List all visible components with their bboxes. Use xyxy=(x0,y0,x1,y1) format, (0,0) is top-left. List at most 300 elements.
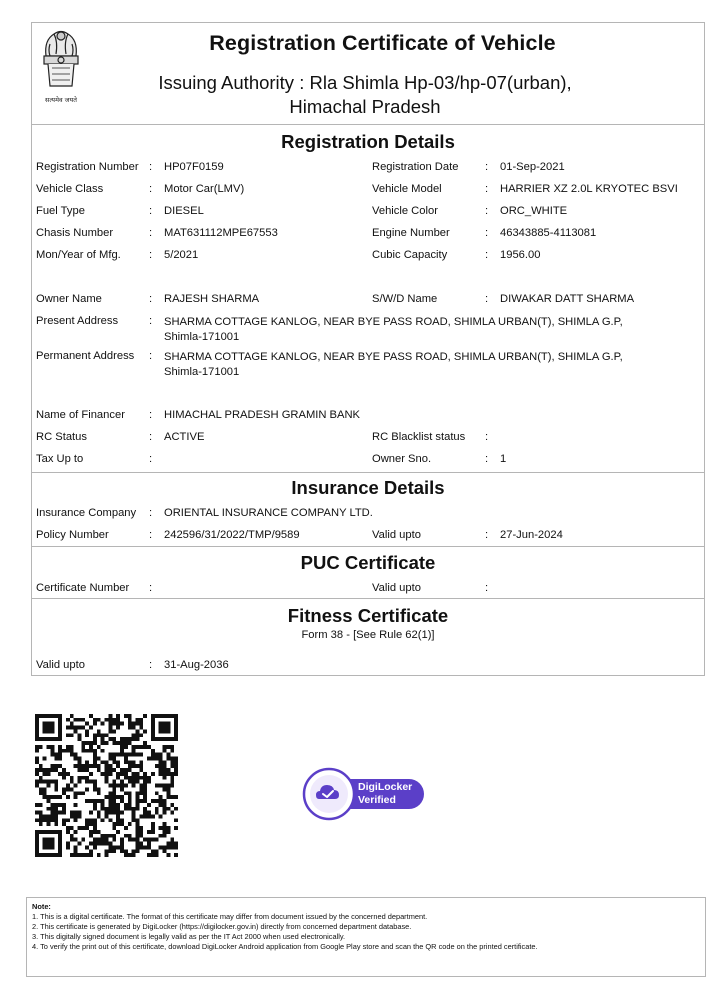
qr-module xyxy=(93,799,97,803)
qr-module xyxy=(174,760,178,764)
divider xyxy=(31,598,705,599)
qr-module xyxy=(39,776,43,780)
qr-module xyxy=(89,726,93,730)
qr-module xyxy=(128,726,132,730)
qr-module xyxy=(135,822,139,826)
qr-module xyxy=(50,745,54,749)
qr-module xyxy=(81,726,85,730)
qr-module xyxy=(35,768,39,772)
qr-module xyxy=(135,745,139,749)
qr-module xyxy=(85,787,89,791)
owner-name-label: Owner Name xyxy=(36,293,102,305)
registration-number-value: HP07F0159 xyxy=(164,161,224,173)
qr-module xyxy=(135,795,139,799)
qr-module xyxy=(116,818,120,822)
qr-module xyxy=(108,722,112,726)
qr-module xyxy=(39,818,43,822)
qr-module xyxy=(89,849,93,853)
qr-module xyxy=(74,830,78,834)
qr-module xyxy=(112,849,116,853)
qr-module xyxy=(143,799,147,803)
permanent-address-line2: Shimla-171001 xyxy=(164,365,240,378)
qr-module xyxy=(89,830,93,834)
qr-module xyxy=(101,737,105,741)
qr-module xyxy=(112,741,116,745)
qr-module xyxy=(128,838,132,842)
qr-module xyxy=(163,830,167,834)
qr-module xyxy=(93,733,97,737)
qr-module xyxy=(105,718,109,722)
qr-module xyxy=(89,745,93,749)
qr-module xyxy=(116,807,120,811)
ashoka-emblem-icon xyxy=(36,26,86,108)
qr-module xyxy=(143,745,147,749)
qr-module xyxy=(85,733,89,737)
qr-module xyxy=(166,787,170,791)
fitness-section-title: Fitness Certificate xyxy=(287,605,449,626)
colon: : xyxy=(485,529,489,541)
qr-module xyxy=(124,714,128,718)
qr-module xyxy=(108,753,112,757)
qr-module xyxy=(66,726,70,730)
qr-module xyxy=(147,745,151,749)
qr-module xyxy=(74,845,78,849)
swd-name-label: S/W/D Name xyxy=(372,293,438,305)
present-address-label: Present Address xyxy=(36,315,119,327)
qr-module xyxy=(132,784,136,788)
qr-module xyxy=(135,791,139,795)
qr-module xyxy=(50,753,54,757)
qr-module xyxy=(159,799,163,803)
qr-module xyxy=(155,757,159,761)
qr-module xyxy=(105,838,109,842)
qr-module xyxy=(174,764,178,768)
qr-module xyxy=(105,764,109,768)
qr-module xyxy=(97,842,101,846)
qr-module xyxy=(85,760,89,764)
qr-module xyxy=(54,780,58,784)
qr-module xyxy=(66,787,70,791)
qr-module xyxy=(159,814,163,818)
qr-module xyxy=(139,726,143,730)
qr-module xyxy=(43,757,47,761)
qr-module xyxy=(108,791,112,795)
qr-module xyxy=(120,787,124,791)
qr-module xyxy=(74,791,78,795)
qr-module xyxy=(74,784,78,788)
qr-module xyxy=(93,845,97,849)
qr-module xyxy=(116,803,120,807)
qr-module xyxy=(112,718,116,722)
qr-module xyxy=(97,729,101,733)
qr-module xyxy=(66,772,70,776)
qr-module xyxy=(70,838,74,842)
qr-module xyxy=(143,780,147,784)
qr-module xyxy=(62,787,66,791)
qr-module xyxy=(163,764,167,768)
qr-module xyxy=(120,822,124,826)
qr-module xyxy=(54,822,58,826)
qr-module xyxy=(93,803,97,807)
engine-number-value: 46343885-4113081 xyxy=(500,227,597,239)
qr-module xyxy=(58,803,62,807)
qr-module xyxy=(159,826,163,830)
qr-module xyxy=(112,760,116,764)
qr-module xyxy=(139,791,143,795)
qr-module xyxy=(128,714,132,718)
fuel-type-label: Fuel Type xyxy=(36,205,85,217)
qr-module xyxy=(50,768,54,772)
puc-valid-label: Valid upto xyxy=(372,582,421,594)
qr-module xyxy=(81,776,85,780)
qr-module xyxy=(159,834,163,838)
qr-module xyxy=(116,714,120,718)
qr-module xyxy=(143,787,147,791)
qr-module xyxy=(143,714,147,718)
qr-module xyxy=(35,760,39,764)
qr-module xyxy=(70,733,74,737)
qr-module xyxy=(163,803,167,807)
qr-module xyxy=(112,834,116,838)
qr-module xyxy=(128,737,132,741)
qr-module xyxy=(147,776,151,780)
qr-module xyxy=(108,737,112,741)
qr-module xyxy=(166,845,170,849)
qr-module xyxy=(47,772,51,776)
qr-module xyxy=(128,791,132,795)
qr-module xyxy=(66,826,70,830)
qr-module xyxy=(112,838,116,842)
qr-module xyxy=(139,784,143,788)
qr-module xyxy=(132,753,136,757)
mfg-label: Mon/Year of Mfg. xyxy=(36,249,121,261)
qr-module xyxy=(128,803,132,807)
qr-module xyxy=(163,749,167,753)
qr-module xyxy=(93,757,97,761)
divider xyxy=(31,472,705,473)
qr-module xyxy=(120,772,124,776)
qr-module xyxy=(116,718,120,722)
qr-module xyxy=(143,772,147,776)
qr-module xyxy=(97,838,101,842)
qr-module xyxy=(147,757,151,761)
qr-module xyxy=(50,814,54,818)
colon: : xyxy=(149,582,153,594)
qr-module xyxy=(159,768,163,772)
qr-module xyxy=(101,838,105,842)
qr-module xyxy=(78,814,82,818)
qr-module xyxy=(58,757,62,761)
qr-module xyxy=(97,733,101,737)
qr-module xyxy=(66,718,70,722)
qr-module xyxy=(93,787,97,791)
qr-module xyxy=(112,807,116,811)
qr-module xyxy=(174,807,178,811)
qr-module xyxy=(112,729,116,733)
qr-module xyxy=(105,849,109,853)
qr-module xyxy=(170,757,174,761)
qr-module xyxy=(66,842,70,846)
qr-module xyxy=(70,714,74,718)
qr-module xyxy=(163,776,167,780)
qr-module xyxy=(66,784,70,788)
qr-module xyxy=(105,842,109,846)
qr-module xyxy=(78,780,82,784)
qr-module xyxy=(116,753,120,757)
qr-module xyxy=(135,776,139,780)
qr-module xyxy=(128,780,132,784)
registration-section-title: Registration Details xyxy=(281,131,455,152)
qr-module xyxy=(93,842,97,846)
qr-module xyxy=(163,768,167,772)
qr-module xyxy=(147,842,151,846)
qr-module xyxy=(81,718,85,722)
qr-module xyxy=(54,811,58,815)
qr-module xyxy=(124,741,128,745)
qr-module xyxy=(132,776,136,780)
qr-module xyxy=(128,741,132,745)
insurance-company-value: ORIENTAL INSURANCE COMPANY LTD. xyxy=(164,507,373,519)
qr-module xyxy=(58,772,62,776)
qr-module xyxy=(124,849,128,853)
qr-module xyxy=(166,853,170,857)
qr-module xyxy=(163,787,167,791)
qr-module xyxy=(143,838,147,842)
qr-module xyxy=(105,772,109,776)
qr-module xyxy=(124,737,128,741)
qr-module xyxy=(78,733,82,737)
colon: : xyxy=(485,205,489,217)
qr-module xyxy=(97,814,101,818)
qr-module xyxy=(128,753,132,757)
qr-module xyxy=(135,737,139,741)
qr-module xyxy=(116,741,120,745)
qr-module xyxy=(112,799,116,803)
qr-module xyxy=(70,776,74,780)
qr-module xyxy=(174,842,178,846)
qr-module xyxy=(170,842,174,846)
qr-module xyxy=(89,834,93,838)
qr-module xyxy=(66,749,70,753)
qr-module xyxy=(47,780,51,784)
qr-module xyxy=(120,799,124,803)
qr-module xyxy=(124,772,128,776)
qr-module xyxy=(139,768,143,772)
qr-module xyxy=(105,853,109,857)
qr-module xyxy=(163,807,167,811)
cubic-capacity-label: Cubic Capacity xyxy=(372,249,448,261)
qr-module xyxy=(74,849,78,853)
qr-module xyxy=(139,845,143,849)
qr-module xyxy=(170,795,174,799)
qr-module xyxy=(132,737,136,741)
qr-module xyxy=(66,830,70,834)
qr-module xyxy=(124,776,128,780)
qr-module xyxy=(116,764,120,768)
qr-module xyxy=(78,776,82,780)
qr-module xyxy=(108,726,112,730)
qr-module xyxy=(128,853,132,857)
qr-module xyxy=(93,780,97,784)
qr-module xyxy=(174,768,178,772)
permanent-address-label: Permanent Address xyxy=(36,350,135,362)
present-address-line1: SHARMA COTTAGE KANLOG, NEAR BYE PASS ROAD, SHIMLA URBAN(T), SHIMLA G.P, xyxy=(164,316,623,328)
qr-module xyxy=(97,764,101,768)
qr-module xyxy=(93,741,97,745)
qr-module xyxy=(85,826,89,830)
mfg-value: 5/2021 xyxy=(164,249,199,261)
qr-module xyxy=(97,768,101,772)
qr-module xyxy=(78,757,82,761)
certificate-frame xyxy=(31,22,705,676)
qr-module xyxy=(163,845,167,849)
qr-module xyxy=(163,745,167,749)
qr-module xyxy=(85,768,89,772)
qr-module xyxy=(39,803,43,807)
qr-module xyxy=(70,753,74,757)
qr-module xyxy=(132,772,136,776)
qr-module xyxy=(50,780,54,784)
qr-module xyxy=(43,795,47,799)
qr-module xyxy=(85,722,89,726)
qr-module xyxy=(174,818,178,822)
badge-text xyxy=(358,781,412,807)
registration-number-label: Registration Number xyxy=(36,161,139,173)
qr-module xyxy=(108,784,112,788)
qr-module xyxy=(35,811,39,815)
colon: : xyxy=(485,161,489,173)
qr-module xyxy=(74,838,78,842)
qr-module xyxy=(62,749,66,753)
qr-module xyxy=(81,826,85,830)
colon: : xyxy=(149,529,153,541)
qr-module xyxy=(174,845,178,849)
qr-module xyxy=(74,729,78,733)
puc-certificate-label: Certificate Number xyxy=(36,582,130,594)
qr-module xyxy=(135,838,139,842)
permanent-address-line1: SHARMA COTTAGE KANLOG, NEAR BYE PASS ROAD, SHIMLA URBAN(T), SHIMLA G.P, xyxy=(164,351,623,363)
qr-module xyxy=(50,803,54,807)
qr-module xyxy=(81,745,85,749)
qr-module xyxy=(143,776,147,780)
colon: : xyxy=(149,409,153,421)
present-address-value xyxy=(164,315,664,344)
qr-module xyxy=(108,764,112,768)
qr-module xyxy=(159,760,163,764)
qr-module xyxy=(139,826,143,830)
qr-module xyxy=(143,795,147,799)
qr-module xyxy=(43,787,47,791)
qr-module xyxy=(151,849,155,853)
qr-module xyxy=(105,741,109,745)
qr-module xyxy=(112,737,116,741)
qr-module xyxy=(147,845,151,849)
owner-name-value: RAJESH SHARMA xyxy=(164,293,260,305)
qr-module xyxy=(62,818,66,822)
qr-module xyxy=(85,749,89,753)
colon: : xyxy=(485,293,489,305)
qr-module xyxy=(74,818,78,822)
policy-number-value: 242596/31/2022/TMP/9589 xyxy=(164,529,300,541)
qr-module xyxy=(143,784,147,788)
qr-module xyxy=(147,830,151,834)
qr-module xyxy=(105,795,109,799)
qr-module xyxy=(74,814,78,818)
vehicle-class-value: Motor Car(LMV) xyxy=(164,183,245,195)
rc-status-label: RC Status xyxy=(36,431,87,443)
qr-module xyxy=(116,811,120,815)
qr-module xyxy=(128,834,132,838)
qr-module xyxy=(89,799,93,803)
qr-module xyxy=(89,853,93,857)
present-address-line2: Shimla-171001 xyxy=(164,330,240,343)
qr-module xyxy=(135,807,139,811)
qr-module xyxy=(81,749,85,753)
qr-module xyxy=(174,772,178,776)
qr-module xyxy=(128,718,132,722)
qr-module xyxy=(132,764,136,768)
qr-module xyxy=(124,826,128,830)
qr-module xyxy=(139,830,143,834)
vehicle-model-value: HARRIER XZ 2.0L KRYOTEC BSVI xyxy=(500,183,678,195)
insurance-valid-label: Valid upto xyxy=(372,529,421,541)
qr-module xyxy=(89,764,93,768)
qr-module xyxy=(139,760,143,764)
notes-box xyxy=(26,897,706,977)
qr-module xyxy=(116,795,120,799)
fitness-valid-label: Valid upto xyxy=(36,659,85,671)
qr-module xyxy=(120,849,124,853)
qr-module xyxy=(108,772,112,776)
insurance-company-label: Insurance Company xyxy=(36,507,137,519)
qr-module xyxy=(85,729,89,733)
qr-module xyxy=(143,814,147,818)
qr-module xyxy=(124,757,128,761)
qr-module xyxy=(139,834,143,838)
qr-module xyxy=(170,784,174,788)
qr-module xyxy=(139,776,143,780)
rc-status-value: ACTIVE xyxy=(164,431,205,443)
qr-module xyxy=(112,826,116,830)
qr-module xyxy=(155,791,159,795)
qr-module xyxy=(112,753,116,757)
qr-module xyxy=(135,830,139,834)
qr-module xyxy=(132,726,136,730)
qr-module xyxy=(54,803,58,807)
qr-module xyxy=(66,845,70,849)
qr-module xyxy=(135,826,139,830)
swd-name-value: DIWAKAR DATT SHARMA xyxy=(500,293,635,305)
qr-module xyxy=(120,737,124,741)
qr-module xyxy=(81,853,85,857)
qr-module xyxy=(78,737,82,741)
qr-module xyxy=(108,795,112,799)
qr-module xyxy=(70,834,74,838)
qr-module xyxy=(120,780,124,784)
fitness-valid-value: 31-Aug-2036 xyxy=(164,659,229,671)
qr-module xyxy=(155,753,159,757)
qr-module xyxy=(132,760,136,764)
qr-module xyxy=(58,811,62,815)
qr-module xyxy=(97,853,101,857)
qr-module xyxy=(151,772,155,776)
colon: : xyxy=(149,453,153,465)
qr-module xyxy=(47,784,51,788)
qr-module xyxy=(132,818,136,822)
qr-module xyxy=(120,768,124,772)
qr-module xyxy=(166,791,170,795)
colon: : xyxy=(485,453,489,465)
